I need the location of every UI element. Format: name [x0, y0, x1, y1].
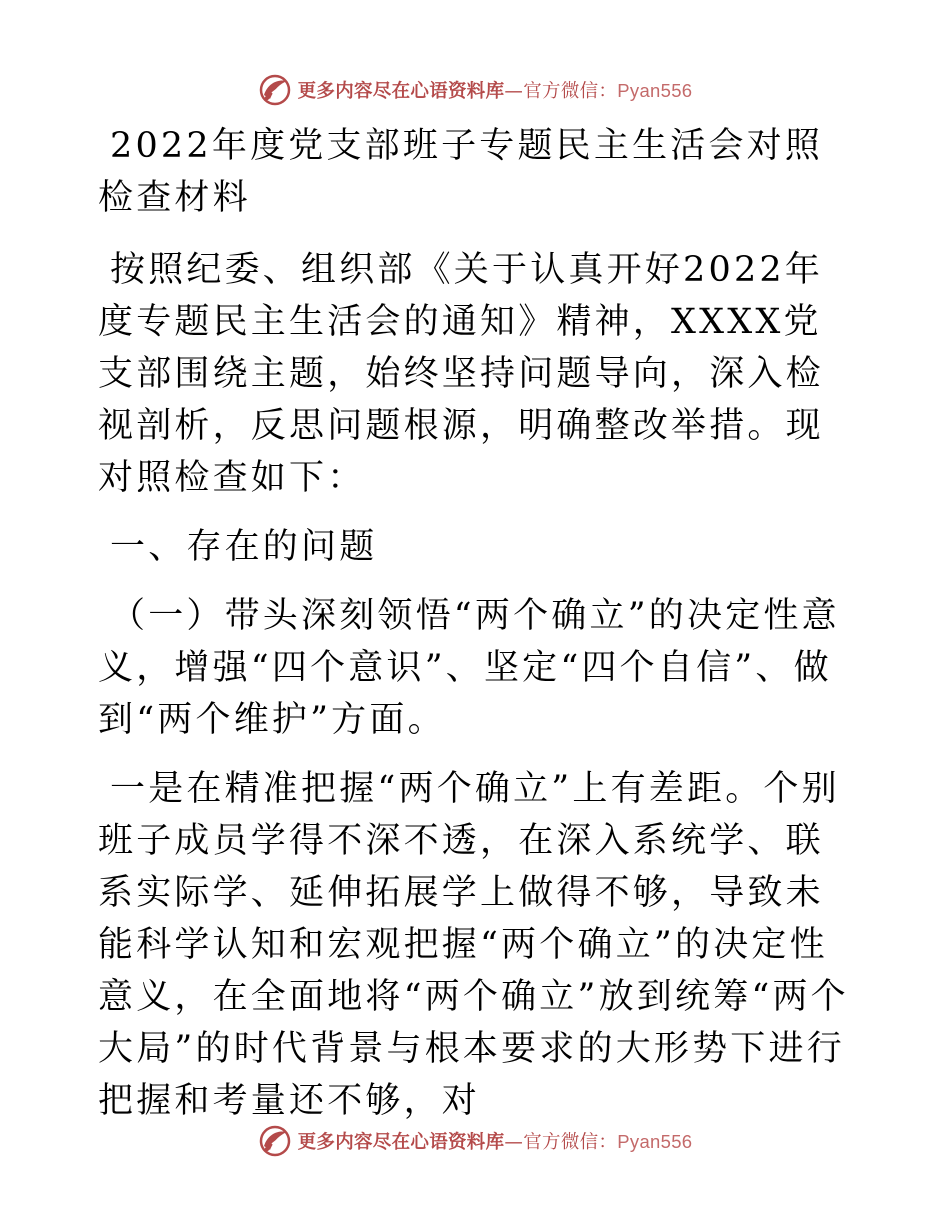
point-paragraph [98, 763, 858, 1127]
subsection-heading-text: （一）带头深刻领悟“两个确立”的决定性意义，增强“四个意识”、坚定“四个自信”、做到“两个维护”方面。 [98, 596, 840, 740]
document-body [98, 120, 858, 1127]
header-banner-text [298, 77, 693, 103]
flame-pen-logo-icon [258, 73, 292, 107]
header-separator: — [504, 81, 524, 102]
footer-banner [0, 1121, 950, 1161]
header-wechat-id: Pyan556 [617, 80, 693, 101]
footer-wechat-label: 官方微信： [523, 1132, 618, 1153]
intro-text: 按照纪委、组织部《关于认真开好2022年度专题民主生活会的通知》精神，XXXX党支部围绕主题，始终坚持问题导向，深入检视剖析，反思问题根源，明确整改举措。现对照检查如下： [98, 250, 824, 498]
document-title [98, 120, 858, 224]
flame-pen-logo-icon [258, 1124, 292, 1158]
subsection-heading [98, 590, 858, 746]
footer-promo-text: 更多内容尽在心语资料库 [297, 1132, 505, 1153]
section-heading-text: 一、存在的问题 [110, 527, 378, 567]
point-text: 一是在精准把握“两个确立”上有差距。个别班子成员学得不深不透，在深入系统学、联系实际学、延伸拓展学上做得不够，导致未能科学认知和宏观把握“两个确立”的决定性意义，在全面地将“两个确立”放到统筹“两个大局”的时代背景与根本要求的大形势下进行把握和考量还不够，对 [98, 769, 849, 1121]
header-banner-content [258, 73, 693, 107]
document-title-text: 2022年度党支部班子专题民主生活会对照检查材料 [98, 126, 824, 218]
footer-banner-text [298, 1128, 693, 1154]
header-wechat-label: 官方微信： [523, 81, 618, 102]
footer-banner-content [258, 1124, 693, 1158]
footer-wechat-id: Pyan556 [617, 1131, 693, 1152]
section-heading [98, 521, 858, 573]
header-banner [0, 70, 950, 110]
footer-separator: — [504, 1132, 524, 1153]
header-promo-text: 更多内容尽在心语资料库 [297, 81, 505, 102]
intro-paragraph [98, 244, 858, 504]
